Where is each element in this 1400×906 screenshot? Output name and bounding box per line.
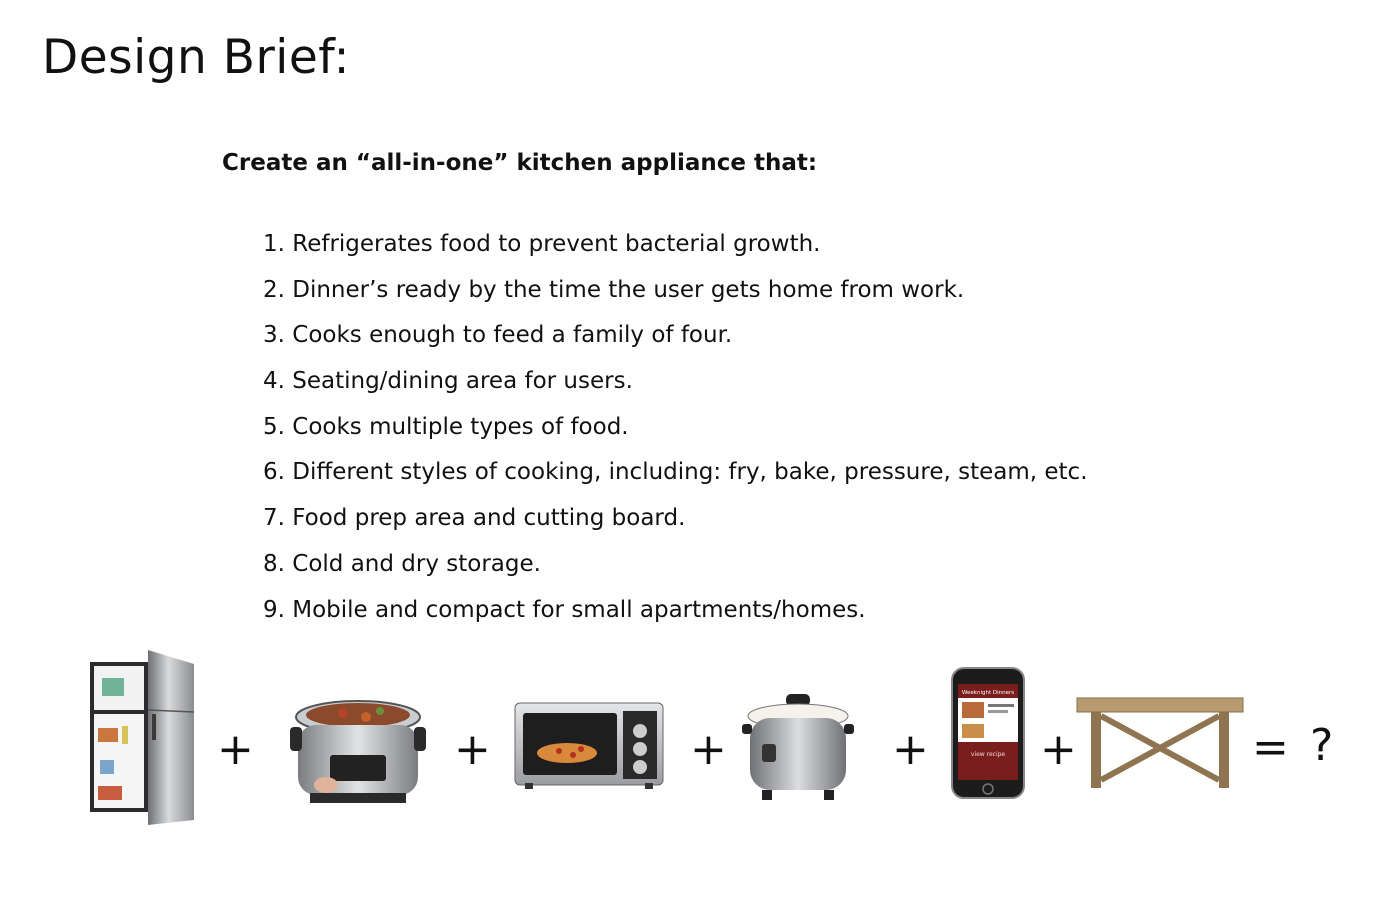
requirements-list xyxy=(263,228,1088,639)
list-item: 2. Dinner’s ready by the time the user gets home from work. xyxy=(263,276,965,303)
rice-cooker-image xyxy=(742,694,854,804)
list-item: 5. Cooks multiple types of food. xyxy=(263,413,629,440)
list-item: 7. Food prep area and cutting board. xyxy=(263,505,686,532)
plus-sign: + xyxy=(690,724,727,775)
page-title: Design Brief: xyxy=(42,30,350,85)
result-question-mark: ? xyxy=(1310,720,1334,771)
brief-intro: Create an “all-in-one” kitchen appliance that: xyxy=(222,150,818,176)
phone-button-label: view recipe xyxy=(970,751,1006,758)
plus-sign: + xyxy=(217,724,254,775)
refrigerator-image xyxy=(88,650,198,825)
slow-cooker-image xyxy=(288,695,428,805)
list-item: 6. Different styles of cooking, including: fry, bake, pressure, steam, etc. xyxy=(263,459,1088,486)
equals-sign: = xyxy=(1252,722,1289,773)
plus-sign: + xyxy=(892,724,929,775)
list-item: 3. Cooks enough to feed a family of four. xyxy=(263,322,733,349)
appliance-equation xyxy=(0,640,1400,840)
toaster-oven-image xyxy=(515,703,663,791)
list-item: 9. Mobile and compact for small apartments/homes. xyxy=(263,596,866,623)
list-item: 4. Seating/dining area for users. xyxy=(263,368,633,395)
smartphone-image xyxy=(952,668,1024,798)
plus-sign: + xyxy=(454,724,491,775)
list-item: 1. Refrigerates food to prevent bacterial growth. xyxy=(263,231,821,257)
list-item: 8. Cold and dry storage. xyxy=(263,550,541,577)
plus-sign: + xyxy=(1040,724,1077,775)
table-image xyxy=(1077,698,1243,790)
phone-header: Weeknight Dinners xyxy=(961,690,1015,696)
